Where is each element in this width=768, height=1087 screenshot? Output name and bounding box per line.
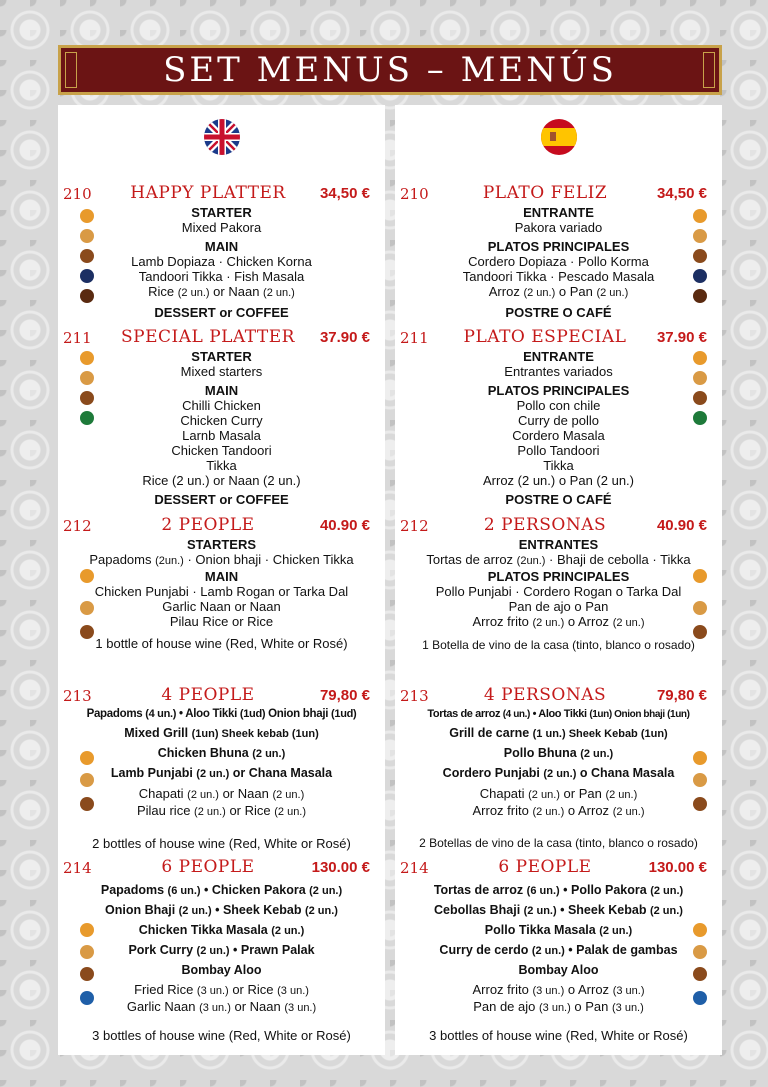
menu-line: Garlic Naan (3 un.) or Naan (3 un.) xyxy=(126,999,317,1014)
dairy-icon xyxy=(693,391,707,405)
dairy-icon xyxy=(80,391,94,405)
menu-price: 130.00 € xyxy=(311,859,370,876)
gluten-icon xyxy=(80,229,94,243)
menu-price: 34,50 € xyxy=(656,185,707,202)
menu-title: 2 PERSONAS xyxy=(483,515,607,535)
dairy-icon xyxy=(693,625,707,639)
menu-number: 212 xyxy=(63,517,92,535)
menu-210 xyxy=(58,183,385,320)
dessert-line: DESSERT or COFFEE xyxy=(154,305,289,320)
menu-line: Papadoms (6 un.) • Chicken Pakora (2 un.) xyxy=(100,883,343,897)
page-title: SET MENUS – MENÚS xyxy=(163,50,617,90)
menu-line: Arroz frito (2 un.) o Arroz (2 un.) xyxy=(472,803,645,818)
starter-heading: STARTER xyxy=(191,349,252,364)
gluten-icon xyxy=(80,371,94,385)
starter-item: Entrantes variados xyxy=(504,364,613,379)
main-item: Tikka xyxy=(206,458,237,473)
uk-flag-icon xyxy=(204,119,240,155)
starter-heading: ENTRANTES xyxy=(518,537,599,552)
menu-213 xyxy=(58,685,385,851)
main-item: Arroz frito (2 un.) o Arroz (2 un.) xyxy=(472,614,645,629)
menu-price: 79,80 € xyxy=(656,687,707,704)
main-item: Rice (2 un.) or Naan (2 un.) xyxy=(142,473,301,488)
menu-line: Pilau rice (2 un.) or Rice (2 un.) xyxy=(136,803,307,818)
menu-number: 214 xyxy=(63,859,92,877)
wine-line: 3 bottles of house wine (Red, White or Rosé) xyxy=(92,1028,351,1043)
menu-price: 40.90 € xyxy=(656,517,707,534)
menu-price: 34,50 € xyxy=(319,185,370,202)
rice-line: Rice (2 un.) or Naan (2 un.) xyxy=(148,284,295,299)
dairy-icon xyxy=(693,797,707,811)
fish-icon xyxy=(80,269,94,283)
vegetarian-icon xyxy=(80,209,94,223)
dairy-icon xyxy=(80,797,94,811)
main-item: Cordero Masala xyxy=(512,428,605,443)
gluten-icon xyxy=(80,773,94,787)
gluten-icon xyxy=(693,945,707,959)
menu-line: Pork Curry (2 un.) • Prawn Palak xyxy=(128,943,315,957)
menu-line: Tortas de arroz (6 un.) • Pollo Pakora (2 un.) xyxy=(433,883,684,897)
main-item: Larnb Masala xyxy=(182,428,261,443)
menu-line: Onion Bhaji (2 un.) • Sheek Kebab (2 un.) xyxy=(105,903,338,917)
menu-line: Pollo Tikka Masala (2 un.) xyxy=(484,923,633,937)
main-item: Tikka xyxy=(543,458,574,473)
menu-214 xyxy=(58,857,385,1043)
vegetarian-icon xyxy=(80,751,94,765)
dessert-line: POSTRE O CAFÉ xyxy=(505,492,612,507)
starter-heading: ENTRANTE xyxy=(523,349,594,364)
menu-number: 214 xyxy=(400,859,429,877)
menu-212 xyxy=(58,515,385,651)
starter-heading: STARTERS xyxy=(186,537,257,552)
main-heading: MAIN xyxy=(204,569,239,584)
menu-211 xyxy=(395,327,722,507)
starter-heading: STARTER xyxy=(191,205,252,220)
menu-212 xyxy=(395,515,722,653)
main-item: Cordero Dopiaza · Pollo Korma xyxy=(468,254,649,269)
shellfish-icon xyxy=(80,991,94,1005)
menu-price: 130.00 € xyxy=(648,859,707,876)
menu-title: 4 PERSONAS xyxy=(483,685,607,705)
menu-line: Lamb Punjabi (2 un.) or Chana Masala xyxy=(110,766,333,780)
menu-line: Bombay Aloo xyxy=(181,963,262,977)
main-item: Chicken Tandoori xyxy=(171,443,272,458)
menu-number: 211 xyxy=(63,329,92,347)
menu-number: 213 xyxy=(400,687,429,705)
menu-number: 210 xyxy=(63,185,92,203)
wine-line: 2 bottles of house wine (Red, White or Rosé) xyxy=(92,836,351,851)
main-item: Arroz (2 un.) o Pan (2 un.) xyxy=(482,473,634,488)
main-item: Chicken Curry xyxy=(180,413,263,428)
dessert-line: POSTRE O CAFÉ xyxy=(505,305,612,320)
main-item: Pollo con chile xyxy=(516,398,601,413)
starter-item: Pakora variado xyxy=(514,220,603,235)
vegetarian-icon xyxy=(693,351,707,365)
menu-214 xyxy=(395,857,722,1043)
vegetarian-icon xyxy=(80,351,94,365)
main-item: Lamb Dopiaza · Chicken Korna xyxy=(131,254,312,269)
menu-number: 213 xyxy=(63,687,92,705)
menu-line: Arroz frito (3 un.) o Arroz (3 un.) xyxy=(472,982,645,997)
shellfish-icon xyxy=(693,991,707,1005)
menu-title: 6 PEOPLE xyxy=(161,857,255,877)
starter-item: Mixed starters xyxy=(180,364,263,379)
vegetarian-icon xyxy=(80,923,94,937)
menu-line: Chicken Bhuna (2 un.) xyxy=(157,746,286,760)
menu-number: 210 xyxy=(400,185,429,203)
vegetarian-icon xyxy=(693,923,707,937)
main-item: Pollo Punjabi · Cordero Rogan o Tarka Dal xyxy=(435,584,682,599)
menu-line: Pan de ajo (3 un.) o Pan (3 un.) xyxy=(473,999,644,1014)
main-item: Curry de pollo xyxy=(518,413,599,428)
vegetarian-icon xyxy=(80,569,94,583)
vegetarian-icon xyxy=(693,751,707,765)
vegetarian-icon xyxy=(693,209,707,223)
dairy-icon xyxy=(80,967,94,981)
title-banner xyxy=(58,45,722,95)
chilli-icon xyxy=(693,411,707,425)
menu-line: Chapati (2 un.) or Naan (2 un.) xyxy=(138,786,305,801)
chilli-icon xyxy=(80,411,94,425)
gluten-icon xyxy=(80,601,94,615)
starter-item: Papadoms (2un.) · Onion bhaji · Chicken Tikka xyxy=(89,552,354,567)
main-heading: PLATOS PRINCIPALES xyxy=(487,239,630,254)
menu-price: 40.90 € xyxy=(319,517,370,534)
fish-icon xyxy=(693,269,707,283)
menu-title: 2 PEOPLE xyxy=(161,515,255,535)
starter-item: Mixed Pakora xyxy=(181,220,262,235)
menu-title: PLATO ESPECIAL xyxy=(463,327,627,347)
menu-line: Chicken Tikka Masala (2 un.) xyxy=(138,923,305,937)
menu-title: HAPPY PLATTER xyxy=(130,183,286,203)
dairy-icon xyxy=(693,967,707,981)
menu-line: Pollo Bhuna (2 un.) xyxy=(503,746,614,760)
menu-line: Curry de cerdo (2 un.) • Palak de gambas xyxy=(439,943,678,957)
wine-line: 3 bottles of house wine (Red, White or Rosé) xyxy=(429,1028,688,1043)
menu-line: Grill de carne (1 un.) Sheek Kebab (1un) xyxy=(449,726,668,740)
english-menu-panel xyxy=(58,105,385,1055)
spain-flag-icon xyxy=(541,119,577,155)
wine-line: 2 Botellas de vino de la casa (tinto, blanco o rosado) xyxy=(419,836,698,850)
menu-price: 37.90 € xyxy=(656,329,707,346)
menu-211 xyxy=(58,327,385,507)
main-item: Pan de ajo o Pan xyxy=(508,599,609,614)
main-heading: MAIN xyxy=(204,383,239,398)
main-item: Chicken Punjabi · Lamb Rogan or Tarka Dal xyxy=(94,584,349,599)
menu-title: 6 PEOPLE xyxy=(498,857,592,877)
main-item: Pilau Rice or Rice xyxy=(169,614,274,629)
menu-title: PLATO FELIZ xyxy=(482,183,608,203)
dairy-icon xyxy=(80,249,94,263)
nuts-icon xyxy=(693,289,707,303)
menu-price: 37.90 € xyxy=(319,329,370,346)
menu-line: Mixed Grill (1un) Sheek kebab (1un) xyxy=(124,726,319,740)
gluten-icon xyxy=(693,773,707,787)
menu-213 xyxy=(395,685,722,851)
menu-line: Bombay Aloo xyxy=(518,963,599,977)
menu-title: SPECIAL PLATTER xyxy=(121,327,295,347)
main-item: Chilli Chicken xyxy=(182,398,261,413)
menu-line: Fried Rice (3 un.) or Rice (3 un.) xyxy=(134,982,309,997)
menu-title: 4 PEOPLE xyxy=(161,685,255,705)
dairy-icon xyxy=(693,249,707,263)
wine-line: 1 Botella de vino de la casa (tinto, blanco o rosado) xyxy=(422,638,695,652)
spanish-menu-panel xyxy=(395,105,722,1055)
starter-heading: ENTRANTE xyxy=(523,205,594,220)
gluten-icon xyxy=(693,229,707,243)
wine-line: 1 bottle of house wine (Red, White or Rosé) xyxy=(95,636,348,651)
menu-line: Papadoms (4 un.) • Aloo Tikki (1ud) Onion bhaji (1ud) xyxy=(86,708,357,720)
menu-line: Cebollas Bhaji (2 un.) • Sheek Kebab (2 un.) xyxy=(434,903,683,917)
nuts-icon xyxy=(80,289,94,303)
menu-line: Cordero Punjabi (2 un.) o Chana Masala xyxy=(442,766,675,780)
main-item: Garlic Naan or Naan xyxy=(162,599,281,614)
gluten-icon xyxy=(80,945,94,959)
menu-number: 212 xyxy=(400,517,429,535)
menu-210 xyxy=(395,183,722,320)
rice-line: Arroz (2 un.) o Pan (2 un.) xyxy=(488,284,629,299)
menu-price: 79,80 € xyxy=(319,687,370,704)
menu-line: Chapati (2 un.) or Pan (2 un.) xyxy=(479,786,638,801)
main-heading: PLATOS PRINCIPALES xyxy=(487,569,630,584)
main-item: Tandoori Tikka · Fish Masala xyxy=(138,269,305,284)
main-item: Pollo Tandoori xyxy=(517,443,600,458)
gluten-icon xyxy=(693,371,707,385)
menu-line: Tortas de arroz (4 un.) • Aloo Tikki (1un) Onion bhaji (1un) xyxy=(427,708,690,720)
gluten-icon xyxy=(693,601,707,615)
main-heading: PLATOS PRINCIPALES xyxy=(487,383,630,398)
menu-number: 211 xyxy=(400,329,429,347)
main-item: Tandoori Tikka · Pescado Masala xyxy=(462,269,655,284)
vegetarian-icon xyxy=(693,569,707,583)
dairy-icon xyxy=(80,625,94,639)
main-heading: MAIN xyxy=(204,239,239,254)
starter-item: Tortas de arroz (2un.) · Bhaji de cebolla · Tikka xyxy=(426,552,691,567)
dessert-line: DESSERT or COFFEE xyxy=(154,492,289,507)
